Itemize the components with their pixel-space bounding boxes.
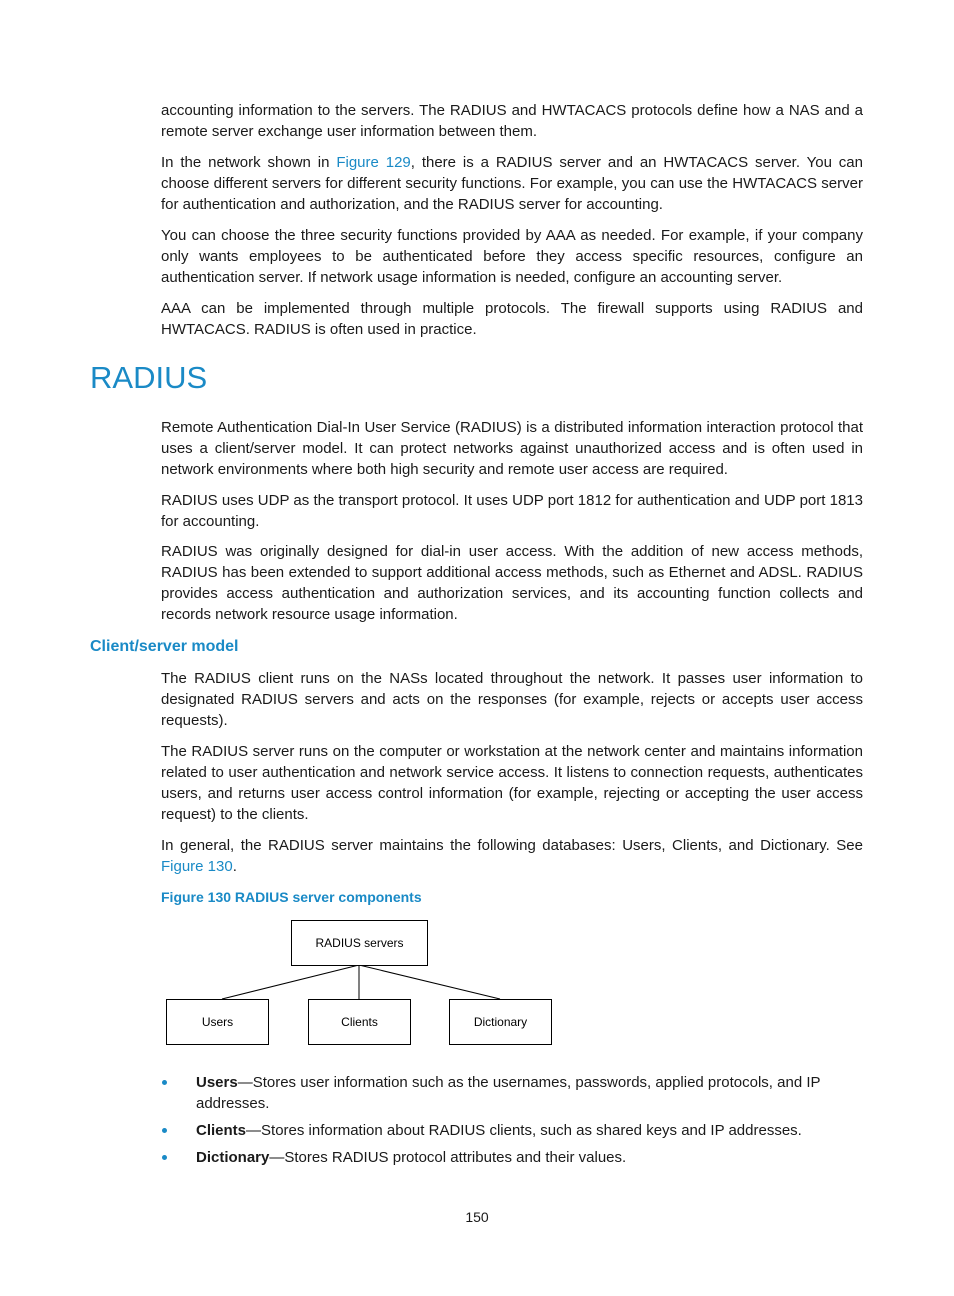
radius-paragraph-3: RADIUS was originally designed for dial-in user access. With the addition of new access methods, RADIUS has been extended to support additional access methods, such as Ethernet and ADSL. RADIUS provides access authentication and authorization services, and its accounting function collects and records network resource usage information. xyxy=(161,543,863,623)
dictionary-box xyxy=(449,999,552,1045)
intro-p2-text-a: In the network shown in xyxy=(161,154,337,171)
connector-users xyxy=(222,965,359,999)
dictionary-label: Dictionary xyxy=(473,1015,528,1029)
bullet-desc: —Stores user information such as the usernames, passwords, applied protocols, and IP addresses. xyxy=(196,1074,821,1112)
figure-129-link[interactable]: Figure 129 xyxy=(336,154,411,171)
radius-heading: RADIUS xyxy=(90,360,208,395)
cs-p3-text-a: In general, the RADIUS server maintains the following databases: Users, Clients, and Dictionary. See xyxy=(161,837,863,854)
database-bullet-list xyxy=(161,1072,863,1174)
intro-paragraph-3: You can choose the three security functions provided by AAA as needed. For example, if your company only wants employees to be authenticated before they access specific resources, configure an authentication server. If network usage information is needed, configure an accounting server. xyxy=(161,227,863,286)
client-server-heading: Client/server model xyxy=(90,638,239,655)
bullet-term: Clients xyxy=(196,1122,247,1139)
radius-servers-label: RADIUS servers xyxy=(315,936,404,950)
client-server-paragraph-2: The RADIUS server runs on the computer or workstation at the network center and maintains information related to user authentication and network service access. It listens to connection requests, authenticates users, and returns user access control information (for example, rejecting or accepting the user access request) to the clients. xyxy=(161,743,863,823)
cs-p3-text-b: . xyxy=(232,858,237,875)
figure-130-link[interactable]: Figure 130 xyxy=(161,858,233,875)
bullet-dot-icon xyxy=(162,1128,167,1133)
bullet-item xyxy=(161,1072,863,1114)
intro-paragraph-4: AAA can be implemented through multiple protocols. The firewall supports using RADIUS and HWTACACS. RADIUS is often used in practice. xyxy=(161,300,863,338)
users-box xyxy=(166,999,269,1045)
page-number: 150 xyxy=(465,1209,489,1225)
bullet-item xyxy=(161,1120,863,1141)
figure-caption: Figure 130 RADIUS server components xyxy=(161,889,422,905)
clients-label: Clients xyxy=(341,1015,378,1029)
intro-p2-text-b: , there is a RADIUS server and an HWTACACS server. You can choose different servers for different security functions. For example, you can use the HWTACACS server for authentication and authorization, and the RADIUS server for accounting. xyxy=(161,154,863,213)
clients-box xyxy=(308,999,411,1045)
client-server-paragraph-3 xyxy=(161,835,863,877)
bullet-desc: —Stores RADIUS protocol attributes and their values. xyxy=(269,1149,627,1166)
client-server-paragraph-1: The RADIUS client runs on the NASs located throughout the network. It passes user information to designated RADIUS servers and acts on the responses (for example, rejects or accepts user access requests). xyxy=(161,670,863,729)
bullet-term: Users xyxy=(196,1074,238,1091)
bullet-dot-icon xyxy=(162,1080,167,1085)
bullet-item xyxy=(161,1147,863,1168)
connector-dictionary xyxy=(359,965,500,999)
bullet-desc: —Stores information about RADIUS clients, such as shared keys and IP addresses. xyxy=(246,1122,802,1139)
intro-paragraph-2 xyxy=(161,152,863,215)
users-label: Users xyxy=(201,1015,234,1029)
radius-paragraph-1: Remote Authentication Dial-In User Service (RADIUS) is a distributed information interaction protocol that uses a client/server model. It can protect networks against unauthorized access and is often used in network environments where both high security and remote user access are required. xyxy=(161,419,863,478)
bullet-dot-icon xyxy=(162,1155,167,1160)
bullet-term: Dictionary xyxy=(196,1149,270,1166)
radius-paragraph-2: RADIUS uses UDP as the transport protocol. It uses UDP port 1812 for authentication and UDP port 1813 for accounting. xyxy=(161,492,863,530)
radius-servers-box xyxy=(291,920,428,966)
intro-paragraph-1: accounting information to the servers. The RADIUS and HWTACACS protocols define how a NAS and a remote server exchange user information between them. xyxy=(161,102,863,140)
